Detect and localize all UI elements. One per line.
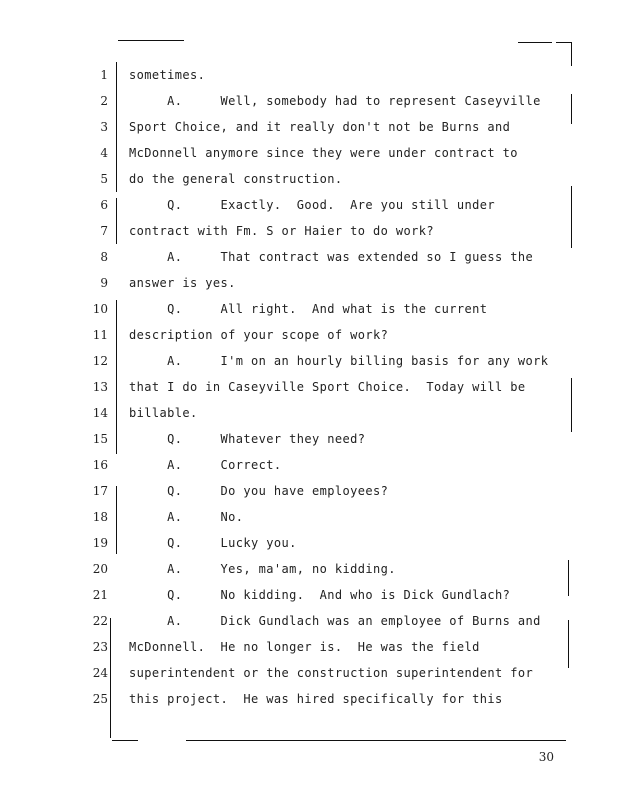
line-number: 4 (100, 146, 108, 160)
line-number: 24 (92, 666, 108, 680)
line-number: 7 (100, 224, 108, 238)
top-rule-left (118, 40, 184, 41)
transcript-line: description of your scope of work? (129, 328, 389, 342)
line-number: 25 (92, 692, 108, 706)
transcript-line: sometimes. (129, 68, 206, 82)
left-margin-bar-1 (116, 62, 117, 192)
line-number: 13 (92, 380, 108, 394)
right-margin-bar-5 (568, 620, 569, 668)
transcript-line: Q. Exactly. Good. Are you still under (129, 198, 495, 212)
transcript-line: superintendent or the construction superintendent for (129, 666, 534, 680)
transcript-line: this project. He was hired specifically for this (129, 692, 503, 706)
transcript-line: Q. Whatever they need? (129, 432, 366, 446)
line-number: 23 (92, 640, 108, 654)
line-number: 2 (100, 94, 108, 108)
transcript-line: A. Yes, ma'am, no kidding. (129, 562, 396, 576)
line-number: 10 (92, 302, 108, 316)
transcript-line: A. I'm on an hourly billing basis for any work (129, 354, 549, 368)
line-number: 17 (92, 484, 108, 498)
line-number: 9 (100, 276, 108, 290)
top-rule-right (518, 42, 552, 43)
line-number: 12 (92, 354, 108, 368)
line-number: 6 (100, 198, 108, 212)
transcript-line: Sport Choice, and it really don't not be Burns and (129, 120, 511, 134)
transcript-line: McDonnell anymore since they were under contract to (129, 146, 518, 160)
line-number: 8 (100, 250, 108, 264)
corner-mark-vertical (571, 42, 572, 66)
line-number: 19 (92, 536, 108, 550)
transcript-line: A. Correct. (129, 458, 282, 472)
transcript-line: Q. Do you have employees? (129, 484, 389, 498)
corner-mark-horizontal (556, 42, 572, 43)
right-margin-bar-2 (571, 186, 572, 248)
right-margin-bar-3 (571, 378, 572, 432)
transcript-line: Q. All right. And what is the current (129, 302, 488, 316)
transcript-line: Q. Lucky you. (129, 536, 297, 550)
left-margin-bar-2 (116, 198, 117, 244)
transcript-line: A. That contract was extended so I guess the (129, 250, 534, 264)
transcript-line: that I do in Caseyville Sport Choice. Today will be (129, 380, 526, 394)
line-number: 16 (92, 458, 108, 472)
line-number: 22 (92, 614, 108, 628)
line-number: 1 (100, 68, 108, 82)
transcript-line: A. No. (129, 510, 244, 524)
line-number: 21 (92, 588, 108, 602)
transcript-line: A. Dick Gundlach was an employee of Burns and (129, 614, 541, 628)
page-number: 30 (538, 750, 554, 764)
bottom-rule-main (186, 740, 566, 741)
line-number: 20 (92, 562, 108, 576)
transcript-line: answer is yes. (129, 276, 236, 290)
left-margin-bar-5 (110, 618, 111, 738)
right-margin-bar-1 (571, 94, 572, 124)
line-number: 14 (92, 406, 108, 420)
transcript-line: do the general construction. (129, 172, 343, 186)
transcript-line: A. Well, somebody had to represent Caseyville (129, 94, 541, 108)
line-number: 11 (92, 328, 108, 342)
line-number: 18 (92, 510, 108, 524)
transcript-line: contract with Fm. S or Haier to do work? (129, 224, 434, 238)
transcript-line: McDonnell. He no longer is. He was the field (129, 640, 480, 654)
transcript-line: billable. (129, 406, 198, 420)
bottom-rule-left (112, 740, 138, 741)
line-number: 3 (100, 120, 108, 134)
left-margin-bar-4 (116, 486, 117, 554)
line-number: 15 (92, 432, 108, 446)
transcript-line: Q. No kidding. And who is Dick Gundlach? (129, 588, 511, 602)
left-margin-bar-3 (116, 300, 117, 454)
line-number: 5 (100, 172, 108, 186)
right-margin-bar-4 (568, 560, 569, 596)
